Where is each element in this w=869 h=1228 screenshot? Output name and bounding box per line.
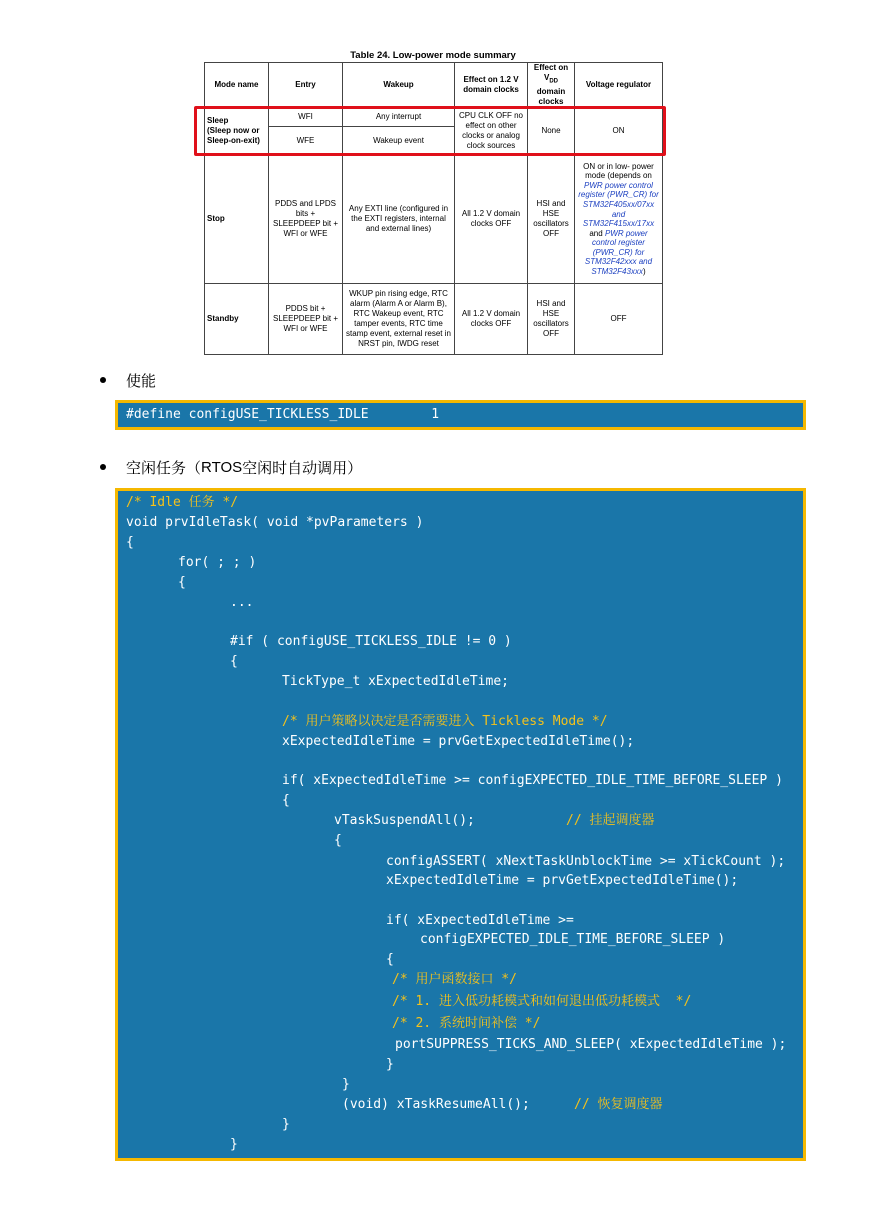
cell-stop-wakeup: Any EXTI line (configured in the EXTI registers, internal and external lines) [343,155,455,283]
cell-sleep-effect-12v: CPU CLK OFF no effect on other clocks or analog clock sources [455,107,528,155]
cell-stop-effect-vdd: HSI and HSE oscillators OFF [528,155,575,283]
code-line-11: xExpectedIdleTime = prvGetExpectedIdleTime(); [282,734,635,749]
code-line-18: if( xExpectedIdleTime >= [386,913,574,928]
cell-standby-effect-12v: All 1.2 V domain clocks OFF [455,283,528,354]
cell-standby-mode: Standby [205,283,269,354]
code-line-5: { [178,575,186,590]
code-line-17: xExpectedIdleTime = prvGetExpectedIdleTime(); [386,873,739,888]
header-effect-vdd-post: domain clocks [536,86,566,106]
cell-standby-regulator: OFF [575,283,663,354]
code-line-23: /* 2. 系统时间补偿 */ [392,1016,541,1031]
code-line-7: #if ( configUSE_TICKLESS_IDLE != 0 ) [230,634,512,649]
stop-reg-link-f42[interactable]: PWR power control register (PWR_CR) for STM32F42xxx and STM32F43xxx [584,228,653,277]
cell-standby-wakeup: WKUP pin rising edge, RTC alarm (Alarm A or Alarm B), RTC Wakeup event, RTC tamper events, RTC time stamp event, external reset in NRST pin, IWDG reset [343,283,455,354]
stop-reg-text-1: ON or in low- power mode (depends on [583,161,654,181]
stop-reg-text-5: and [611,209,626,219]
cell-standby-effect-vdd: HSI and HSE oscillators OFF [528,283,575,354]
cell-stop-entry: PDDS and LPDS bits + SLEEPDEEP bit + WFI or WFE [269,155,343,283]
cell-sleep-entry-2: WFE [269,126,343,155]
stop-reg-text-7: and [589,228,605,238]
code-line-10: /* 用户策略以决定是否需要进入 Tickless Mode */ [282,714,608,729]
header-wakeup: Wakeup [343,63,455,108]
code-line-3: { [126,535,134,550]
code-line-29: } [230,1137,238,1152]
low-power-table-figure [204,50,662,355]
code-line-26: } [342,1077,350,1092]
bullet-idle-rtos: RTOS [201,458,243,476]
code-line-2: void prvIdleTask( void *pvParameters ) [126,515,424,530]
define-code-line: #define configUSE_TICKLESS_IDLE 1 [126,407,440,422]
header-regulator: Voltage regulator [575,63,663,108]
table-title: Table 24. Low-power mode summary [350,50,516,61]
cell-sleep-wakeup-2: Wakeup event [343,126,455,155]
code-line-22: /* 1. 进入低功耗模式和如何退出低功耗模式 */ [392,994,692,1009]
sleep-mode-name: Sleep [207,116,229,126]
bullet-idle-task [100,457,362,477]
cell-stop-effect-12v: All 1.2 V domain clocks OFF [455,155,528,283]
code-line-14-comment: // 挂起调度器 [566,813,655,828]
cell-sleep-effect-vdd: None [528,107,575,155]
cell-sleep-mode [205,107,269,155]
cell-sleep-wakeup-1: Any interrupt [343,107,455,126]
low-power-mode-table [204,62,663,355]
code-line-9: TickType_t xExpectedIdleTime; [282,674,509,689]
cell-stop-regulator [575,155,663,283]
stop-reg-text-9: ) [642,267,646,277]
header-effect-vdd-sub: DD [549,78,558,85]
header-effect-vdd [528,63,575,108]
table-row-standby [205,283,663,354]
define-code-block [115,400,806,430]
code-line-8: { [230,654,238,669]
code-line-15: { [334,833,342,848]
table-header-row [205,63,663,108]
header-effect-vdd-pre: Effect on V [533,63,569,82]
code-line-27: (void) xTaskResumeAll(); [342,1097,530,1112]
table-row-sleep-1 [205,107,663,126]
code-line-14: vTaskSuspendAll(); [334,813,475,828]
header-mode: Mode name [205,63,269,108]
cell-standby-entry: PDDS bit + SLEEPDEEP bit + WFI or WFE [269,283,343,354]
stop-reg-link-f415[interactable]: STM32F415xx/17xx [582,219,655,229]
stop-reg-link-f405[interactable]: STM32F405xx/07xx [582,199,655,209]
code-line-20: { [386,952,394,967]
stop-reg-link-pwr-cr[interactable]: PWR power control register (PWR_CR) [578,180,653,200]
cell-sleep-regulator: ON [575,107,663,155]
sleep-mode-sub: (Sleep now or Sleep-on-exit) [207,126,260,146]
code-line-19: configEXPECTED_IDLE_TIME_BEFORE_SLEEP ) [420,932,726,947]
cell-stop-mode: Stop [205,155,269,283]
code-line-21: /* 用户函数接口 */ [392,972,517,987]
header-entry: Entry [269,63,343,108]
idle-task-code-block [115,488,806,1161]
code-line-25: } [386,1057,394,1072]
table-row-stop [205,155,663,283]
stop-reg-text-3: for [647,190,659,200]
bullet-idle-pre: 空闲任务（ [126,458,202,477]
bullet-enable-text: 使能 [126,371,157,390]
bullet-enable [100,370,156,390]
cell-sleep-entry-1: WFI [269,107,343,126]
bullet-dot [100,377,106,383]
code-line-1: /* Idle 任务 */ [126,495,239,510]
code-line-13: { [282,793,290,808]
header-effect-12v: Effect on 1.2 V domain clocks [455,63,528,108]
bullet-idle-post: 空闲时自动调用） [242,458,363,477]
code-line-4: for( ; ; ) [178,555,257,570]
code-line-24: portSUPPRESS_TICKS_AND_SLEEP( xExpectedIdleTime ); [395,1037,787,1052]
code-line-16: configASSERT( xNextTaskUnblockTime >= xTickCount ); [386,854,786,869]
code-line-28: } [282,1117,290,1132]
code-line-6: ... [230,595,254,610]
code-line-27-comment: // 恢复调度器 [574,1097,663,1112]
code-line-12: if( xExpectedIdleTime >= configEXPECTED_IDLE_TIME_BEFORE_SLEEP ) [282,773,783,788]
bullet-dot [100,464,106,470]
